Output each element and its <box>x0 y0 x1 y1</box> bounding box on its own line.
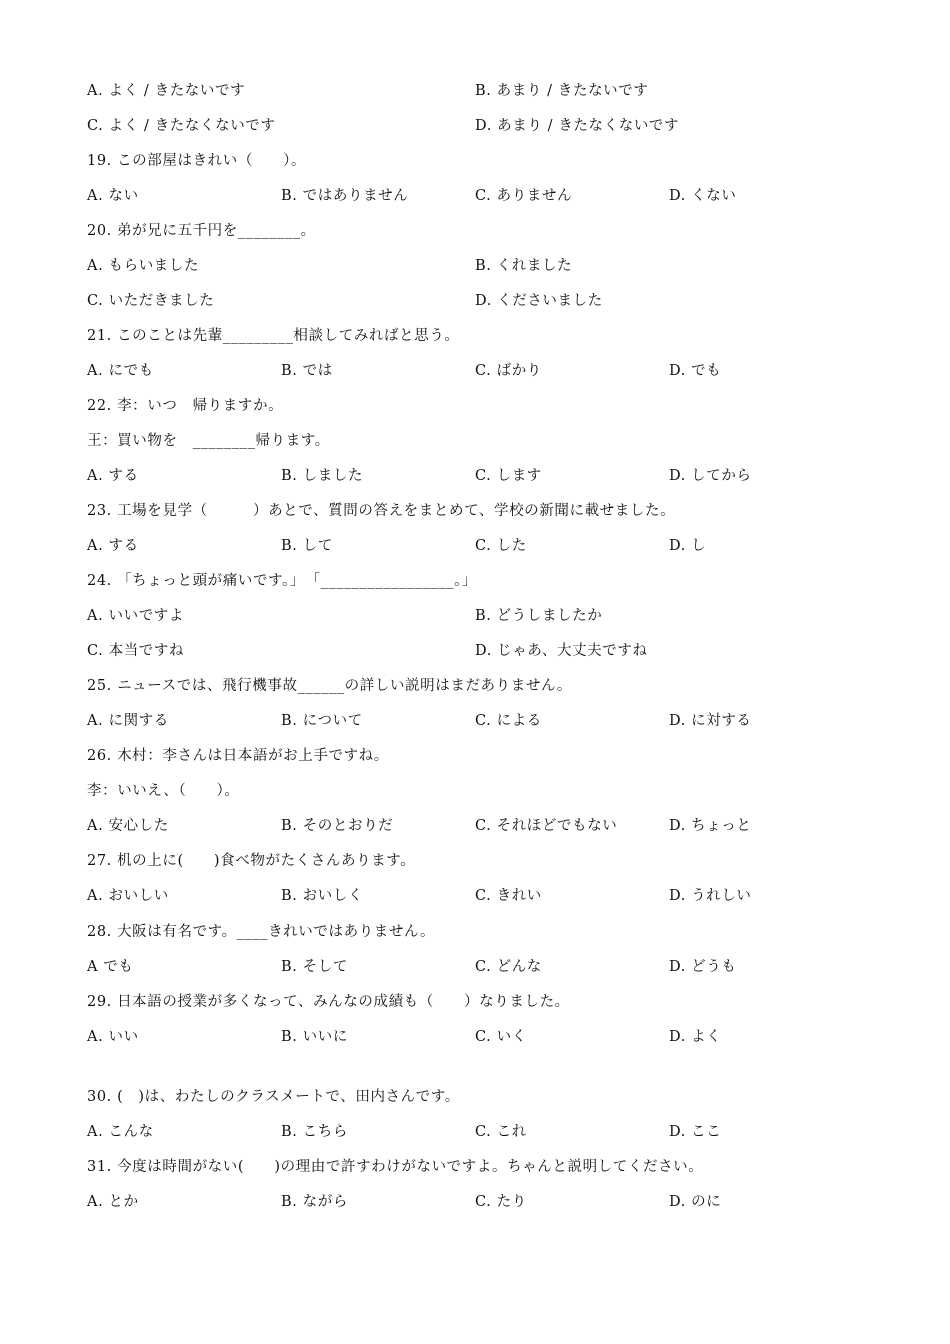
option-d: D. くない <box>669 188 737 204</box>
options-row <box>87 884 907 908</box>
options-row <box>87 289 907 313</box>
options-row <box>87 114 907 138</box>
option-c: C. これ <box>475 1124 527 1140</box>
option-a: A. に関する <box>87 713 169 729</box>
options-row <box>87 184 907 208</box>
option-d: D. あまり / きたなくないです <box>475 118 680 134</box>
option-b: B. くれました <box>475 258 573 274</box>
option-a: A. ない <box>87 188 139 204</box>
option-c: C. します <box>475 468 542 484</box>
question-28: 28. 大阪は有名です。____きれいではありません。 <box>87 924 436 940</box>
options-row <box>87 1120 907 1144</box>
option-b: B. ながら <box>281 1194 348 1210</box>
option-c: C. たり <box>475 1194 527 1210</box>
option-d: D. に対する <box>669 713 752 729</box>
option-d: D. どうも <box>669 959 737 975</box>
question-31: 31. 今度は時間がない( )の理由で許すわけがないですよ。ちゃんと説明してください。 <box>87 1159 704 1175</box>
option-b: B. しました <box>281 468 364 484</box>
option-d: D. のに <box>669 1194 722 1210</box>
question-20: 20. 弟が兄に五千円を________。 <box>87 223 316 239</box>
question-25: 25. ニュースでは、飛行機事故______の詳しい説明はまだありません。 <box>87 678 573 694</box>
option-c: C. きれい <box>475 888 542 904</box>
option-b: B. いいに <box>281 1029 348 1045</box>
option-c: C. いただきました <box>87 293 215 309</box>
option-d: D. し <box>669 538 707 554</box>
options-row <box>87 464 907 488</box>
question-30: 30. ( )は、わたしのクラスメートで、田内さんです。 <box>87 1089 460 1105</box>
options-row <box>87 955 907 979</box>
options-row <box>87 1190 907 1214</box>
option-a: A. 安心した <box>87 818 169 834</box>
question-19: 19. この部屋はきれい（ ）。 <box>87 153 307 169</box>
option-d: D. くださいました <box>475 293 603 309</box>
options-row <box>87 709 907 733</box>
option-a: A. こんな <box>87 1124 154 1140</box>
option-b: B. どうしましたか <box>475 608 603 624</box>
option-d: D. ここ <box>669 1124 722 1140</box>
option-c: C. した <box>475 538 527 554</box>
option-a: A. いい <box>87 1029 139 1045</box>
question-22-line2: 王：買い物を ________帰ります。 <box>87 433 330 449</box>
option-c: C. それほどでもない <box>475 818 618 834</box>
question-27: 27. 机の上に( )食べ物がたくさんあります。 <box>87 853 416 869</box>
option-c: C. どんな <box>475 959 542 975</box>
options-row <box>87 254 907 278</box>
option-c: C. ばかり <box>475 363 542 379</box>
options-row <box>87 639 907 663</box>
option-b: B. おいしく <box>281 888 364 904</box>
option-c: C. いく <box>475 1029 527 1045</box>
question-21: 21. このことは先輩_________相談してみればと思う。 <box>87 328 460 344</box>
options-row <box>87 534 907 558</box>
question-26-line2: 李：いいえ、（ ）。 <box>87 783 240 799</box>
option-b: B. ではありません <box>281 188 409 204</box>
options-row <box>87 604 907 628</box>
option-a: A. いいですよ <box>87 608 184 624</box>
option-b: B. では <box>281 363 333 379</box>
option-a: A でも <box>87 959 134 975</box>
question-24: 24. 「ちょっと頭が痛いです。」 「_________________。」 <box>87 573 478 589</box>
option-d: D. うれしい <box>669 888 752 904</box>
option-a: A. にでも <box>87 363 154 379</box>
option-a: A. する <box>87 538 139 554</box>
option-c: C. 本当ですね <box>87 643 185 659</box>
question-22: 22. 李：いつ 帰りますか。 <box>87 398 284 414</box>
options-row <box>87 79 907 103</box>
option-d: D. じゃあ、大丈夫ですね <box>475 643 648 659</box>
option-d: D. でも <box>669 363 722 379</box>
option-c: C. よく / きたなくないです <box>87 118 276 134</box>
option-a: A. する <box>87 468 139 484</box>
option-b: B. について <box>281 713 363 729</box>
option-a: A. おいしい <box>87 888 169 904</box>
question-23: 23. 工場を見学（ ）あとで、質問の答えをまとめて、学校の新聞に載せました。 <box>87 503 676 519</box>
options-row <box>87 359 907 383</box>
option-d: D. ちょっと <box>669 818 752 834</box>
option-b: B. そのとおりだ <box>281 818 394 834</box>
option-b: B. あまり / きたないです <box>475 83 649 99</box>
option-c: C. ありません <box>475 188 573 204</box>
option-b: B. して <box>281 538 333 554</box>
options-row <box>87 1025 907 1049</box>
option-a: A. もらいました <box>87 258 200 274</box>
question-29: 29. 日本語の授業が多くなって、みんなの成績も（ ）なりました。 <box>87 994 570 1010</box>
option-c: C. による <box>475 713 542 729</box>
option-d: D. よく <box>669 1029 722 1045</box>
options-row <box>87 814 907 838</box>
question-26: 26. 木村：李さんは日本語がお上手ですね。 <box>87 748 389 764</box>
option-b: B. そして <box>281 959 348 975</box>
option-b: B. こちら <box>281 1124 348 1140</box>
option-a: A. よく / きたないです <box>87 83 246 99</box>
option-a: A. とか <box>87 1194 139 1210</box>
option-d: D. してから <box>669 468 752 484</box>
